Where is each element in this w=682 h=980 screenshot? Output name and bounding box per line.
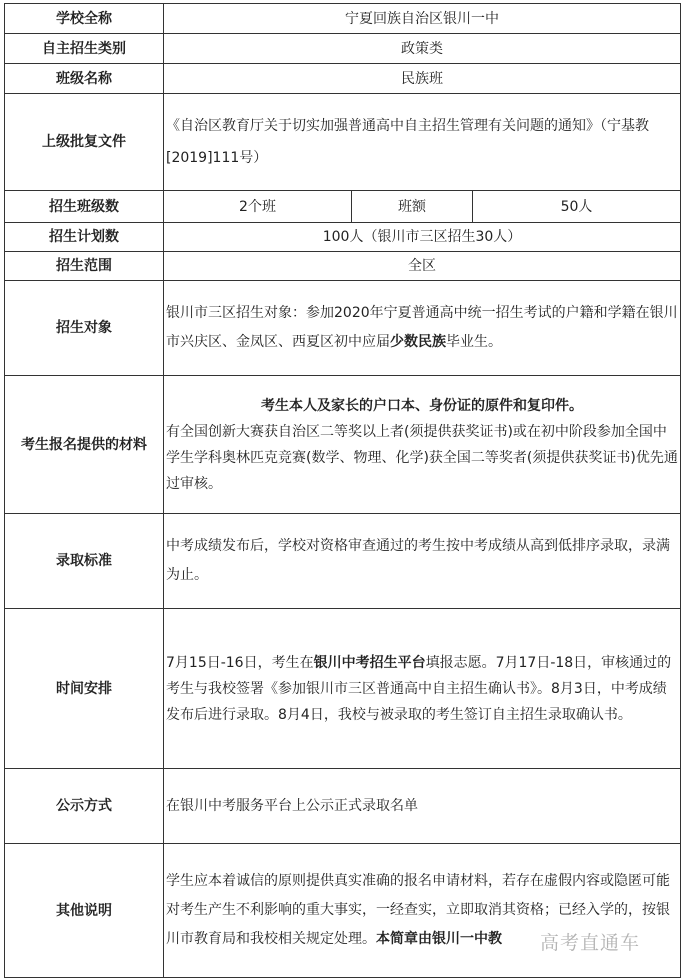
materials-text: 有全国创新大赛获自治区二等奖以上者(须提供获奖证书)或在初中阶段参加全国中学生学科奥林匹克竞赛(数学、物理、化学)获全国二等奖者(须提供获奖证书)优先通过审核。: [166, 423, 678, 492]
value-school-name: 宁夏回族自治区银川一中: [164, 4, 681, 34]
label-school-name: 学校全称: [5, 4, 164, 34]
value-other: [164, 844, 681, 978]
value-publicity: 在银川中考服务平台上公示正式录取名单: [164, 769, 681, 844]
label-standard: 录取标准: [5, 514, 164, 609]
target-bold: 少数民族: [390, 334, 446, 350]
row-standard: [5, 514, 681, 609]
row-class-count: [5, 191, 681, 223]
value-scope: 全区: [164, 252, 681, 281]
row-target: [5, 281, 681, 376]
row-class-name: [5, 64, 681, 94]
other-bold: 本简章由银川一中教: [376, 931, 502, 947]
value-class-count: 2个班: [164, 191, 352, 223]
value-quota: 50人: [473, 191, 681, 223]
label-class-name: 班级名称: [5, 64, 164, 94]
target-text-end: 毕业生。: [446, 334, 502, 350]
watermark: 高考直通车: [540, 932, 641, 954]
label-class-count: 招生班级数: [5, 191, 164, 223]
row-schedule: [5, 609, 681, 769]
label-scope: 招生范围: [5, 252, 164, 281]
value-plan: 100人（银川市三区招生30人）: [164, 223, 681, 252]
label-category: 自主招生类别: [5, 34, 164, 64]
label-approval-doc: 上级批复文件: [5, 94, 164, 191]
row-publicity: [5, 769, 681, 844]
label-materials: 考生报名提供的材料: [5, 376, 164, 514]
row-category: [5, 34, 681, 64]
value-category: 政策类: [164, 34, 681, 64]
row-scope: [5, 252, 681, 281]
materials-headline: 考生本人及家长的户口本、身份证的原件和复印件。: [261, 397, 583, 414]
row-materials: [5, 376, 681, 514]
value-schedule: [164, 609, 681, 769]
value-approval-doc: 《自治区教育厅关于切实加强普通高中自主招生管理有关问题的通知》（宁基教[2019]111号）: [164, 94, 681, 191]
row-approval-doc: [5, 94, 681, 191]
label-plan: 招生计划数: [5, 223, 164, 252]
label-quota: 班额: [352, 191, 473, 223]
other-text: 学生应本着诚信的原则提供真实准确的报名申请材料，若存在虚假内容或隐匿可能对考生产生不利影响的重大事实，一经查实，立即取消其资格；已经入学的，按银川市教育局和我校相关规定处理。: [166, 873, 670, 947]
schedule-bold: 银川中考招生平台: [313, 654, 426, 671]
value-target: [164, 281, 681, 376]
label-target: 招生对象: [5, 281, 164, 376]
label-schedule: 时间安排: [5, 609, 164, 769]
row-other: [5, 844, 681, 978]
row-school-name: [5, 4, 681, 34]
schedule-text-end: 填报志愿。7月17日-18日，审核通过的考生与我校签署《参加银川市三区普通高中自主招生确认书》。8月3日，中考成绩发布后进行录取。8月4日，我校与被录取的考生签订自主招生录取确认书。: [166, 654, 672, 723]
label-publicity: 公示方式: [5, 769, 164, 844]
value-materials: [164, 376, 681, 514]
value-standard: 中考成绩发布后，学校对资格审查通过的考生按中考成绩从高到低排序录取，录满为止。: [164, 514, 681, 609]
row-plan: [5, 223, 681, 252]
value-class-name: 民族班: [164, 64, 681, 94]
admission-info-table: [4, 3, 681, 978]
schedule-text: 7月15日-16日，考生在: [166, 654, 314, 671]
target-text: 银川市三区招生对象：参加2020年宁夏普通高中统一招生考试的户籍和学籍在银川市兴庆区、金凤区、西夏区初中应届: [166, 305, 678, 350]
label-other: 其他说明: [5, 844, 164, 978]
